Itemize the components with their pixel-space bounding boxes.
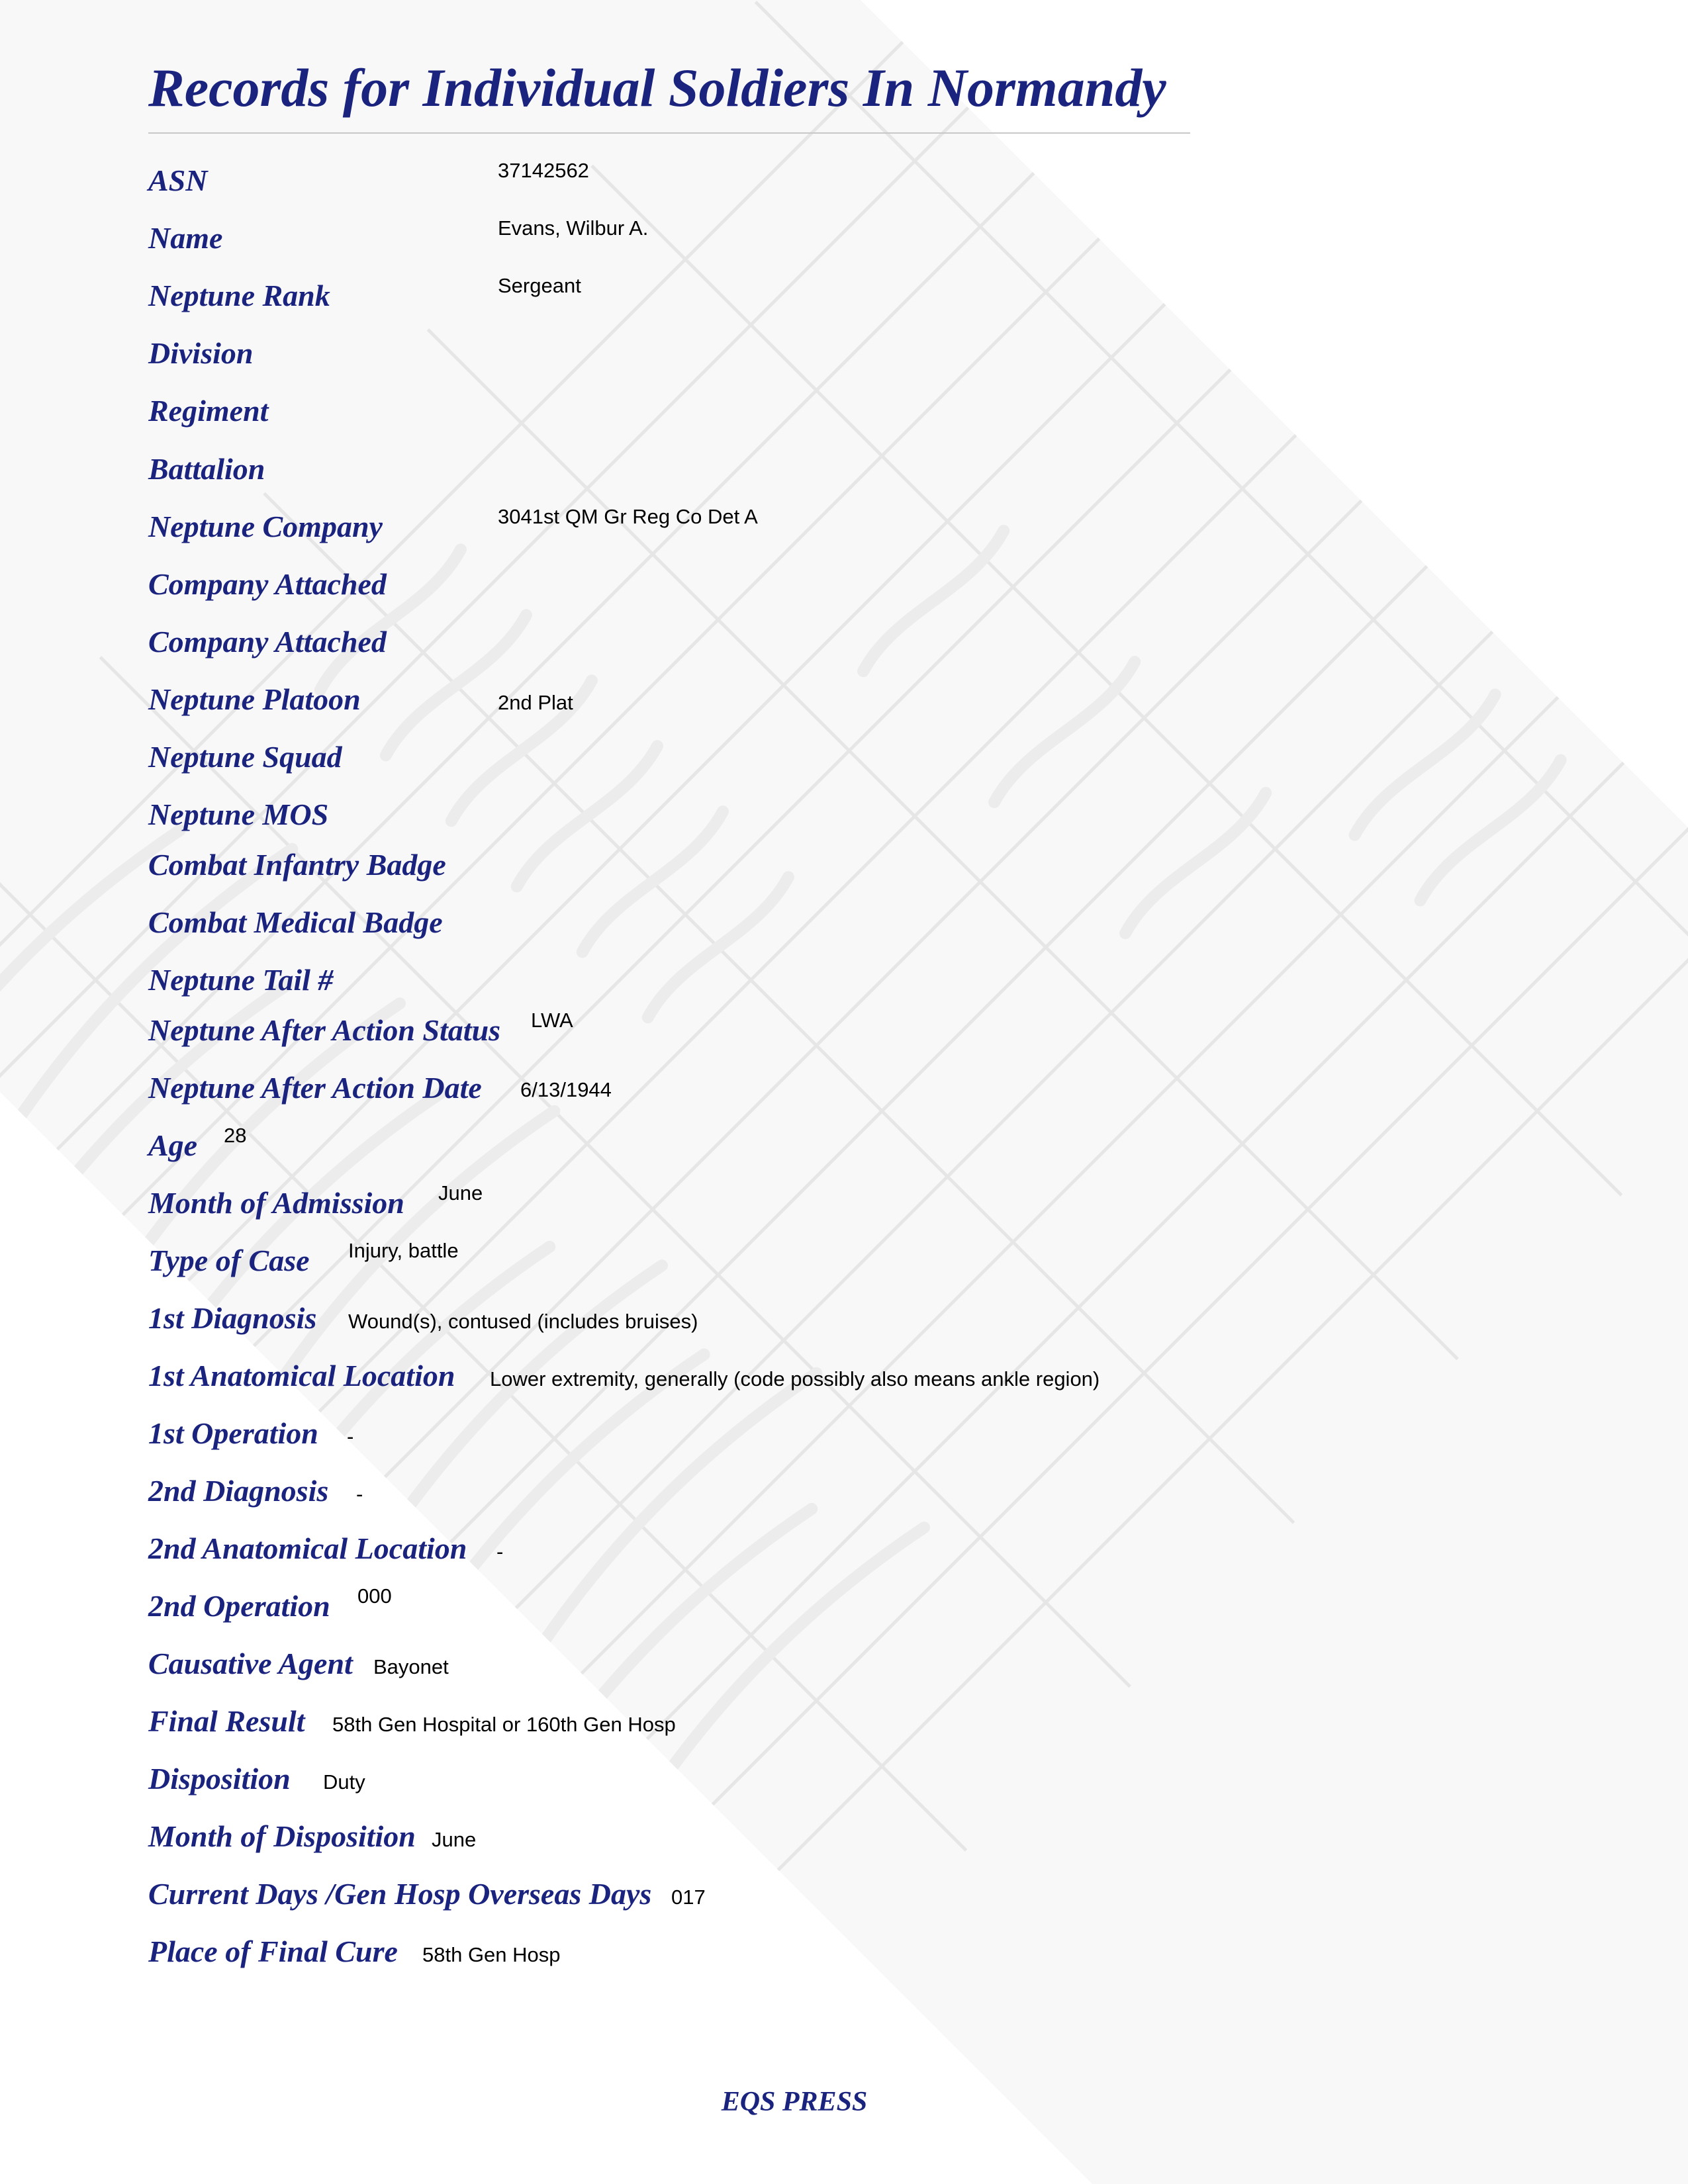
field-label: Combat Infantry Badge <box>148 848 446 882</box>
field-value: Sergeant <box>498 274 581 297</box>
field-value: Duty <box>323 1770 365 1794</box>
field-value: Lower extremity, generally (code possibly also means ankle region) <box>490 1367 1100 1390</box>
field-value: - <box>496 1540 504 1563</box>
field-value: Bayonet <box>373 1655 449 1678</box>
field-label: Neptune Company <box>148 510 383 543</box>
field-value: 6/13/1944 <box>520 1078 612 1101</box>
field-label: Month of Disposition <box>148 1819 416 1853</box>
field-value: 017 <box>671 1886 706 1909</box>
field-value: 58th Gen Hospital or 160th Gen Hosp <box>332 1713 676 1736</box>
field-value: 000 <box>357 1584 392 1608</box>
field-label: Causative Agent <box>148 1647 353 1680</box>
field-label: Neptune After Action Status <box>148 1013 501 1047</box>
field-label: 2nd Anatomical Location <box>148 1531 467 1565</box>
field-label: Age <box>148 1128 198 1162</box>
field-value: 3041st QM Gr Reg Co Det A <box>498 505 758 528</box>
field-value: June <box>438 1181 483 1205</box>
title-divider <box>148 132 1190 134</box>
field-label: Neptune MOS <box>148 797 329 831</box>
field-label: Regiment <box>148 394 269 428</box>
field-label: Type of Case <box>148 1244 310 1277</box>
field-value: - <box>347 1425 354 1448</box>
field-label: ASN <box>148 163 208 197</box>
field-label: Company Attached <box>148 567 387 601</box>
footer-publisher: EQS PRESS <box>721 2087 868 2117</box>
field-value: LWA <box>531 1009 573 1032</box>
field-label: Neptune Platoon <box>148 682 361 716</box>
field-label: Month of Admission <box>148 1186 404 1220</box>
field-label: Final Result <box>148 1704 305 1738</box>
page-title: Records for Individual Soldiers In Normandy <box>148 58 1166 118</box>
field-value: Evans, Wilbur A. <box>498 216 649 240</box>
field-value: Injury, battle <box>348 1239 459 1262</box>
field-value: - <box>356 1482 363 1506</box>
field-value: 58th Gen Hosp <box>422 1943 561 1966</box>
field-label: Division <box>148 336 254 370</box>
field-value: 2nd Plat <box>498 691 573 714</box>
field-label: Place of Final Cure <box>148 1934 398 1968</box>
field-label: Battalion <box>148 452 265 486</box>
field-label: 1st Diagnosis <box>148 1301 317 1335</box>
field-label: Neptune Rank <box>148 279 330 312</box>
field-label: Name <box>148 221 223 255</box>
field-label: Neptune After Action Date <box>148 1071 482 1105</box>
field-label: Company Attached <box>148 625 387 659</box>
field-label: Combat Medical Badge <box>148 905 443 939</box>
field-label: 1st Anatomical Location <box>148 1359 455 1392</box>
field-label: Disposition <box>148 1762 291 1796</box>
field-value: Wound(s), contused (includes bruises) <box>348 1310 698 1333</box>
field-label: Current Days /Gen Hosp Overseas Days <box>148 1877 652 1911</box>
field-label: Neptune Squad <box>148 740 342 774</box>
field-value: June <box>432 1828 477 1851</box>
field-value: 28 <box>224 1124 247 1147</box>
field-value: 37142562 <box>498 159 589 182</box>
field-label: 1st Operation <box>148 1416 318 1450</box>
field-label: 2nd Diagnosis <box>148 1474 329 1508</box>
field-label: Neptune Tail # <box>148 963 334 997</box>
field-label: 2nd Operation <box>148 1589 330 1623</box>
